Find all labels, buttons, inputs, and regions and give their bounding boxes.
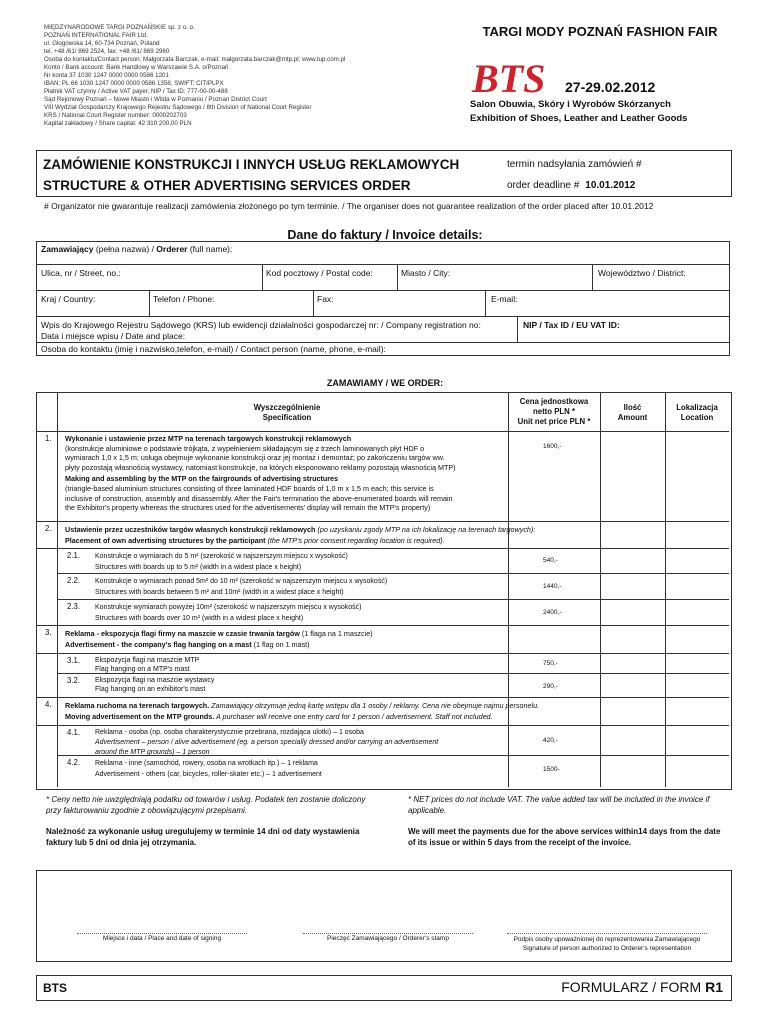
item-1-desc-pl-2: wymiarach 1,0 x 1,5 m; usługa obejmuje wykonanie konstrukcji oraz jej montaż i demontaż; po zakończeniu targów ww. — [65, 453, 445, 463]
company-line: VIII Wydział Gospodarczy Krajowego Rejestru Sądowego / 8th Division of National Court Register — [44, 104, 312, 111]
fair-title: TARGI MODY POZNAŃ FASHION FAIR — [482, 24, 718, 39]
stamp-field[interactable] — [303, 881, 473, 931]
street-field[interactable]: Ulica, nr / Street, no.: — [41, 268, 121, 278]
company-info — [44, 24, 464, 128]
stamp-label: Pieczęć Zamawiającego / Orderer's stamp — [327, 935, 449, 942]
subitem-number: 3.2. — [67, 676, 81, 685]
company-line: Konto / Bank account: Bank Handlowy w Warszawie S.A. o/Poznań — [44, 64, 229, 71]
item-3-title-pl: Reklama - ekspozycja flagi firmy na maszcie w czasie trwania targów — [65, 629, 300, 638]
postal-field[interactable]: Kod pocztowy / Postal code: — [266, 268, 373, 278]
deadline-row — [507, 180, 635, 191]
item-1-desc-pl-1: (konstrukcje aluminiowe o podstawie trójkąta, z wypełnieniem składającym się z trzech laminowanych płyt HDF o — [65, 443, 425, 453]
item-2-1-pl: Konstrukcje o wymiarach do 5 m² (szerokość w najszerszym miejscu x wysokość) — [95, 553, 348, 560]
company-line: tel. +48 /61/ 869 2524, fax: +48 /61/ 869 2960 — [44, 48, 170, 55]
item-1-location-input[interactable] — [665, 432, 729, 520]
signature-box — [36, 870, 732, 962]
item-4-note-pl: Zamawiający otrzymuje jedną kartę wstępu dla 1 osoby / reklamy. Cena nie obejmuje najmu personelu. — [209, 701, 540, 710]
company-line: POZNAŃ INTERNATIONAL FAIR Ltd. — [44, 32, 148, 39]
item-2-3-description — [91, 600, 511, 626]
item-3-note-en: (1 flag on 1 mast) — [251, 640, 310, 649]
item-4-1-en: Advertisement – person / alive advertisement (eg. a person specially dressed and/or carrying an advertisement — [95, 739, 439, 746]
fax-field[interactable]: Fax: — [317, 294, 334, 304]
form-label: FORMULARZ / FORM — [561, 979, 706, 995]
place-date-label: Miejsce i data / Place and date of signing — [102, 935, 222, 942]
item-number: 3. — [45, 628, 52, 637]
price-header-2: netto PLN * — [532, 407, 575, 416]
item-3-2-pl: Ekspozycja flagi na maszcie wystawcy — [95, 677, 215, 684]
location-header-1: Lokalizacja — [676, 403, 718, 412]
logo-text: BTS — [472, 58, 546, 98]
item-3-title-en: Advertisement - the company's flag hanging on a mast — [65, 640, 252, 649]
subitem-number: 2.3. — [67, 602, 81, 611]
item-4-1-pl: Reklama - osoba (np. osoba charakterystycznie przebrana, rozdająca ulotki) – 1 osoba — [95, 729, 364, 736]
item-1-title-pl: Wykonanie i ustawienie przez MTP na terenach targowych konstrukcji reklamowych — [65, 434, 352, 443]
company-line: Płatnik VAT czynny / Active VAT payer, NIP / Tax ID: 777-00-00-488 — [44, 88, 228, 95]
item-3-2-description — [91, 674, 511, 696]
spec-header-en: Specification — [262, 413, 312, 422]
item-2-2-en: Structures with boards between 5 m² and 10m² (width in a widest place x height) — [95, 589, 344, 596]
item-2-3-pl: Konstrukcje wymiarach powyżej 10m² (szerokość w najszerszym miejscu x wysokość) — [95, 604, 362, 611]
item-3-2-price: 290,- — [543, 683, 558, 690]
orderer-label-en: Orderer — [156, 244, 188, 254]
order-title-en: STRUCTURE & OTHER ADVERTISING SERVICES ORDER — [43, 178, 411, 193]
subitem-number: 4.1. — [67, 728, 81, 737]
item-2-note-pl: (po uzyskaniu zgody MTP na ich lokalizację na terenach targowych): — [315, 525, 536, 534]
item-2-title-en: Placement of own advertising structures by the participant — [65, 536, 266, 545]
item-1-desc-en-3: the Exhibitor's property whereas the structures used for the advertisements' display will remain the MTP's property) — [65, 503, 431, 513]
item-4-2-pl: Reklama - inne (samochód, rowery, osoba na wrotkach itp.) – 1 reklama — [95, 760, 318, 767]
item-3-2-en: Flag hanging on an exhibitor's mast — [95, 686, 206, 693]
vat-note-en: * NET prices do not include VAT. The value added tax will be included in the invoice if applicable. — [408, 795, 710, 815]
subitem-number: 3.1. — [67, 656, 81, 665]
item-2-description — [61, 522, 721, 548]
item-4-1-price: 420,- — [543, 737, 558, 744]
order-title-pl: ZAMÓWIENIE KONSTRUKCJI I INNYCH USŁUG REKLAMOWYCH — [43, 157, 460, 172]
payment-note-en: We will meet the payments due for the above services within14 days from the date of its issue or within 5 days from the receipt of the invoice. — [408, 827, 721, 847]
registry-field[interactable] — [37, 318, 517, 344]
company-line: ul. Głogowska 14, 60-734 Poznań, Poland — [44, 40, 160, 47]
order-title-box — [36, 150, 732, 197]
deadline-label-pl: termin nadsyłania zamówień # — [507, 159, 642, 170]
signature-field[interactable] — [507, 881, 707, 931]
orderer-label-tail: (full name): — [187, 244, 233, 254]
item-2-note-en: (the MTP's prior consent regarding location is required). — [265, 536, 445, 545]
fair-subtitle-en: Exhibition of Shoes, Leather and Leather Goods — [470, 113, 688, 124]
item-2-1-en: Structures with boards up to 5 m² (width in a widest place x height) — [95, 564, 302, 571]
item-2-2-description — [91, 574, 511, 600]
invoice-form — [36, 241, 730, 356]
item-3-1-description — [91, 654, 511, 676]
vat-note-pl: * Ceny netto nie uwzględniają podatku od towarów i usług. Podatek ten zostanie doliczony przy fakturowaniu zgodnie z obowiązującymi przepisami. — [46, 795, 366, 815]
company-line: KRS / National Court Register number: 0000202703 — [44, 112, 187, 119]
company-line: IBAN: PL 66 1030 1247 0000 0000 0586 1358, SWIFT: CITIPLPX — [44, 80, 224, 87]
item-2-3-en: Structures with boards over 10 m² (width in a widest place x height) — [95, 615, 304, 622]
item-1-desc-en-2: inclusive of construction, assembly and disassembly. After the Fair's termination the above-enumerated boards will remain — [65, 493, 453, 503]
item-number: 2. — [45, 524, 52, 533]
item-3-description — [61, 626, 509, 652]
registry-date-label: Data i miejsce wpisu / Date and place: — [41, 331, 186, 341]
item-2-title-pl: Ustawienie przez uczestników targów własnych konstrukcji reklamowych — [65, 525, 316, 534]
qty-header — [600, 401, 665, 425]
item-3-note-pl: (1 flaga na 1 maszcie) — [299, 629, 373, 638]
form-code: R1 — [705, 979, 723, 995]
email-field[interactable]: E-mail: — [491, 294, 518, 304]
order-section-title: ZAMAWIAMY / WE ORDER: — [326, 378, 444, 388]
orderer-label-mid: (pełna nazwa) / — [93, 244, 157, 254]
province-field[interactable]: Województwo / District: — [598, 268, 686, 278]
company-line: Nr konta 37 1030 1247 0000 0000 0586 1201 — [44, 72, 169, 79]
registry-label: Wpis do Krajowego Rejestru Sądowego (KRS) lub ewidencji działalności gospodarczej nr: / Company registration no: — [41, 320, 481, 330]
item-4-note-en: A purchaser will receive one entry card for 1 person / advertisement. Staff not included. — [214, 712, 493, 721]
orderer-field[interactable] — [37, 242, 727, 264]
item-3-1-price: 750,- — [543, 660, 558, 667]
city-field[interactable]: Miasto / City: — [401, 268, 451, 278]
item-1-description — [61, 432, 509, 515]
item-4-description — [61, 698, 721, 724]
spec-header — [37, 401, 537, 425]
form-id — [561, 979, 723, 995]
item-2-2-price: 1440,- — [543, 583, 562, 590]
country-field[interactable]: Kraj / Country: — [41, 294, 96, 304]
bts-logo — [470, 58, 566, 98]
form-footer-bar — [36, 975, 732, 1001]
subitem-number: 2.1. — [67, 551, 81, 560]
nip-field[interactable]: NIP / Tax ID / EU VAT ID: — [523, 320, 620, 330]
item-2-2-pl: Konstrukcje o wymiarach ponad 5m² do 10 m² (szerokość w najszerszym miejscu x wysokość) — [95, 578, 388, 585]
payment-note-pl: Należność za wykonanie usług uregulujemy w terminie 14 dni od daty wystawienia faktury lub 5 dni od dnia jej otrzymania. — [46, 827, 360, 847]
fair-subtitle — [470, 98, 730, 126]
item-4-title-pl: Reklama ruchoma na terenach targowych. — [65, 701, 210, 710]
signature-label-pl: Podpis osoby upoważnionej do reprezentowania Zamawiającego — [513, 936, 701, 943]
location-header-2: Location — [680, 413, 714, 422]
item-2-1-description — [91, 549, 511, 575]
item-4-1-description — [91, 726, 511, 760]
item-4-2-price: 1500- — [543, 766, 560, 773]
company-line: MIĘDZYNARODOWE TARGI POZNAŃSKIE sp. z o. o. — [44, 24, 195, 31]
item-4-title-en: Moving advertisement on the MTP grounds. — [65, 712, 215, 721]
phone-field[interactable]: Telefon / Phone: — [153, 294, 215, 304]
item-4-2-en: Advertisement - others (car, bicycles, roller-skater etc.) – 1 advertisement — [95, 771, 322, 778]
item-3-1-pl: Ekspozycja flagi na maszcie MTP — [95, 657, 200, 664]
fair-dates: 27-29.02.2012 — [565, 79, 656, 95]
item-2-1-price: 540,- — [543, 557, 558, 564]
location-header — [665, 401, 729, 425]
invoice-title: Dane do faktury / Invoice details: — [287, 228, 483, 242]
price-header — [508, 395, 600, 429]
order-table — [36, 392, 732, 790]
signature-label — [497, 935, 717, 953]
qty-header-2: Amount — [617, 413, 648, 422]
orderer-label: Zamawiający — [41, 244, 94, 254]
qty-header-1: Ilość — [623, 403, 642, 412]
item-4-2-description — [91, 756, 511, 782]
company-line: Osoba do kontaktu/Contact person: Małgorzata Barczak, e-mail: malgorzata.barczak@mtp.pl; www.tup.com.pl — [44, 56, 346, 63]
item-1-quantity-input[interactable] — [600, 432, 665, 520]
deadline-note: # Organizator nie gwarantuje realizacji zamówienia złożonego po tym terminie. / The organiser does not guarantee realization of the order placed after 10.01.2012 — [44, 201, 654, 211]
subitem-number: 4.2. — [67, 758, 81, 767]
item-1-price: 1600,- — [543, 443, 562, 450]
form-footer-left: BTS — [43, 981, 67, 995]
item-1-desc-pl-3: płyty pozostają własnością wystawcy, natomiast konstrukcje, na których eksponowano reklamy pozostają własnością MTP) — [65, 462, 456, 472]
price-header-3: Unit net price PLN * — [517, 417, 591, 426]
place-date-field[interactable] — [77, 881, 247, 931]
deadline-label-en: order deadline # — [507, 180, 580, 191]
spec-header-pl: Wyszczególnienie — [253, 403, 321, 412]
price-header-1: Cena jednostkowa — [519, 397, 589, 406]
signature-label-en: Signature of person authorized to Orderer's representation — [522, 945, 692, 952]
item-4-1-en-2: around the MTP grounds) – 1 person — [95, 749, 210, 756]
contact-field[interactable]: Osoba do kontaktu (imię i nazwisko,telefon, e-mail) / Contact person (name, phone, e-mail): — [41, 344, 386, 354]
item-3-1-en: Flag hanging on a MTP's mast — [95, 666, 190, 673]
item-number: 1. — [45, 434, 52, 443]
fair-subtitle-pl: Salon Obuwia, Skóry i Wyrobów Skórzanych — [470, 99, 671, 110]
item-1-title-en: Making and assembling by the MTP on the fairgrounds of advertising structures — [65, 474, 339, 484]
subitem-number: 2.2. — [67, 576, 81, 585]
company-line: Kapitał zakładowy / Share capital: 42 310 200,00 PLN — [44, 120, 192, 127]
item-number: 4. — [45, 700, 52, 709]
item-1-desc-en-1: (triangle-based aluminium structures consisting of three laminated HDF boards of 1,0 m x 1,5 m each; this service is — [65, 483, 434, 493]
company-line: Sąd Rejonowy Poznań – Nowe Miasto i Wilda w Poznaniu / Poznan District Court — [44, 96, 267, 103]
deadline-date: 10.01.2012 — [585, 180, 636, 191]
item-2-3-price: 2400,- — [543, 609, 562, 616]
